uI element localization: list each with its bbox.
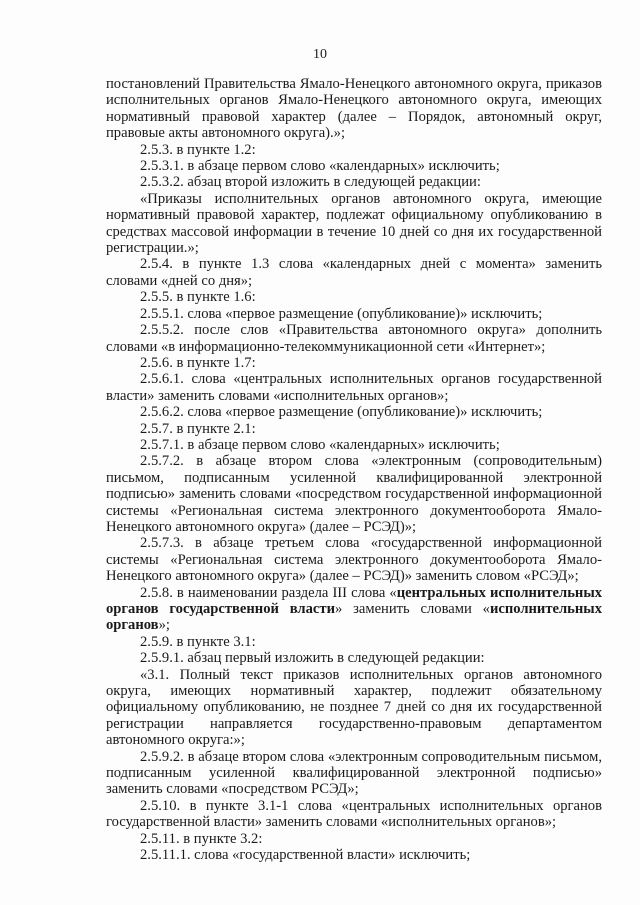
paragraph: 2.5.3. в пункте 1.2: [140, 141, 256, 158]
paragraph-text: »; [158, 617, 170, 634]
page-number: 10 [313, 47, 327, 62]
paragraph-text: 2.5.8. в наименовании раздела III слова « [140, 584, 397, 601]
paragraph: 2.5.10. в пункте 3.1-1 слова «центральных исполнительных органов государственной власти» заменить словами «исполнительных органов»; [106, 797, 602, 831]
paragraph: 2.5.11.1. слова «государственной власти» исключить; [140, 847, 471, 864]
paragraph: 2.5.5.2. после слов «Правительства автономного округа» дополнить словами «в информационно-телекоммуникационной сети «Интернет»; [106, 322, 602, 355]
paragraph-text: » заменить словами « [334, 601, 490, 617]
paragraph: 2.5.4. в пункте 1.3 слова «календарных дней с момента» заменить словами «дней со дня»; [106, 256, 602, 289]
paragraph: 2.5.7.1. в абзаце первом слово «календарных» исключить; [140, 436, 500, 453]
paragraph: 2.5.5.1. слова «первое размещение (опубликование)» исключить; [140, 305, 543, 322]
bold-phrase-old: центральных исполнительных органов государственной власти [106, 584, 603, 617]
paragraph: 2.5.9.1. абзац первый изложить в следующей редакции: [140, 650, 485, 667]
paragraph: 2.5.9. в пункте 3.1: [140, 633, 256, 650]
paragraph: 2.5.7.2. в абзаце втором слова «электронным (сопроводительным) письмом, подписанным усиленной квалифицированной электронной подписью» заменить словами «посредством государственной информационной системы «Региональная система электронного документооборота Ямало-Ненецкого автономного округа» (далее – РСЭД)»; [106, 453, 602, 535]
paragraph: постановлений Правительства Ямало-Ненецкого автономного округа, приказов исполнительных органов Ямало-Ненецкого автономного округа, имеющих нормативный правовой характер (далее – Порядок, автономный округ, правовые акты автономного округа).»; [106, 76, 602, 142]
paragraph: 2.5.7.3. в абзаце третьем слова «государственной информационной системы «Региональная система электронного документооборота Ямало-Ненецкого автономного округа» (далее – РСЭД)» заменить словом «РСЭД»; [106, 535, 602, 585]
paragraph: 2.5.3.2. абзац второй изложить в следующей редакции: [140, 174, 481, 191]
paragraph: 2.5.11. в пункте 3.2: [140, 830, 263, 847]
paragraph: «3.1. Полный текст приказов исполнительных органов автономного округа, имеющих нормативный характер, подлежит обязательному официальному опубликованию, не позднее 7 дней со дня их государственной регистрации направляется государственно-правовым департаментом автономного округа:»; [106, 666, 602, 749]
paragraph-section-rename [106, 585, 602, 634]
document-body [106, 76, 602, 864]
paragraph: 2.5.3.1. в абзаце первом слово «календарных» исключить; [140, 158, 500, 175]
paragraph: 2.5.5. в пункте 1.6: [140, 289, 256, 306]
paragraph: 2.5.6.1. слова «центральных исполнительных органов государственной власти» заменить словами «исполнительных органов»; [106, 371, 602, 404]
paragraph: 2.5.6. в пункте 1.7: [140, 354, 256, 371]
paragraph: «Приказы исполнительных органов автономного округа, имеющие нормативный правовой характер, подлежат официальному опубликованию в средствах массовой информации в течение 10 дней со дня их государственной регистрации.»; [106, 190, 602, 257]
paragraph: 2.5.6.2. слова «первое размещение (опубликование)» исключить; [140, 404, 543, 421]
paragraph: 2.5.7. в пункте 2.1: [140, 420, 256, 437]
bold-phrase-new: исполнительных органов [106, 601, 602, 634]
paragraph: 2.5.9.2. в абзаце втором слова «электронным сопроводительным письмом, подписанным усиленной квалифицированной электронной подписью» заменить словами «посредством РСЭД»; [106, 748, 602, 798]
